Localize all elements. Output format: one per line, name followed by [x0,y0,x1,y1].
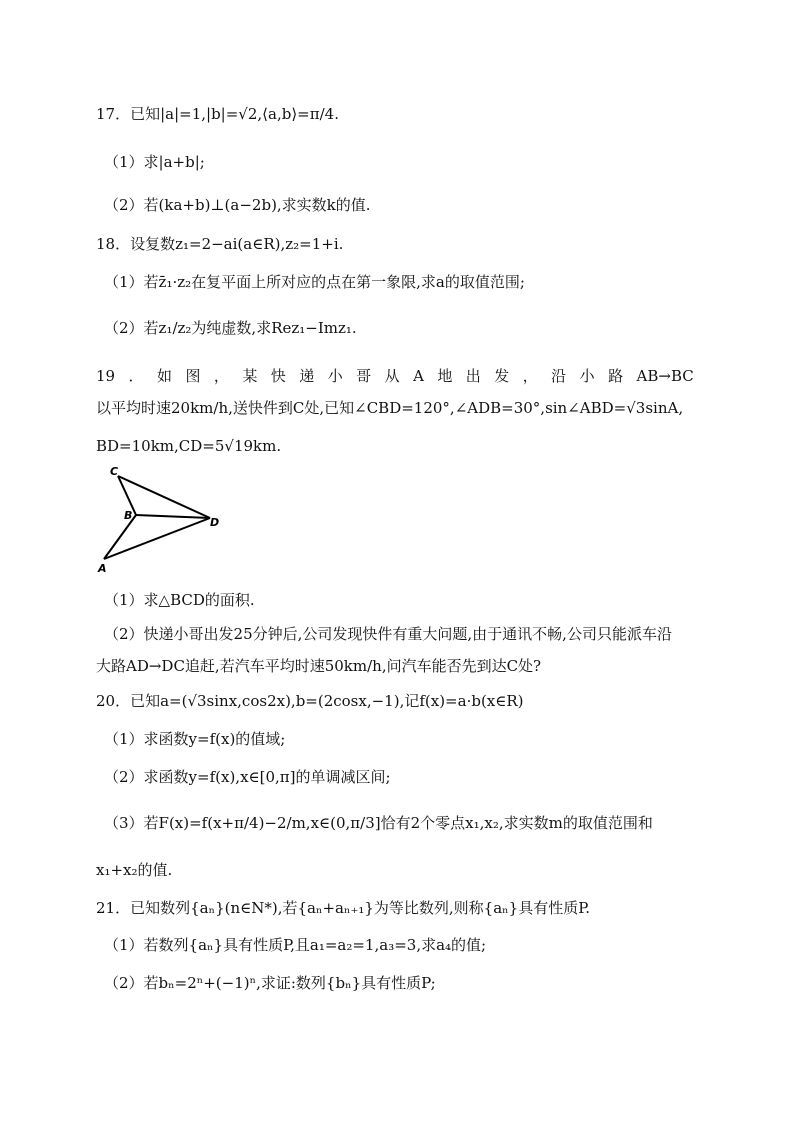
p21-q1: （1）若数列{aₙ}具有性质P,且a₁=a₂=1,a₃=3,求a₄的值; [104,936,487,954]
p19-stem-char: AB→BC [636,367,694,385]
p20-q3-line1: （3）若F(x)=f(x+π/4)−2/m,x∈(0,π/3]恰有2个零点x₁,x₂,求实数m的取值范围和 [104,814,653,832]
p19-stem-char: 地 [437,367,453,385]
p17-stem: 17．已知|a|=1,|b|=√2,⟨a,b⟩=π/4. [96,105,339,123]
p18-q1: （1）若z̄₁·z₂在复平面上所对应的点在第一象限,求a的取值范围; [104,273,525,291]
p20-q2: （2）求函数y=f(x),x∈[0,π]的单调减区间; [104,768,391,786]
p19-stem-line3: BD=10km,CD=5√19km. [96,437,282,455]
p21-stem: 21．已知数列{aₙ}(n∈N*),若{aₙ+aₙ₊₁}为等比数列,则称{aₙ}具有性质P. [96,899,591,917]
vertex-label-c: C [110,465,119,478]
p20-q1: （1）求函数y=f(x)的值域; [104,730,286,748]
p17-q2: （2）若(ka+b)⊥(a−2b),求实数k的值. [104,196,371,214]
p19-stem-char: 19 [96,367,116,385]
segment-bd [136,515,210,518]
p21-q2: （2）若bₙ=2ⁿ+(−1)ⁿ,求证:数列{bₙ}具有性质P; [104,974,436,992]
p19-stem-line2: 以平均时速20km/h,送快件到C处,已知∠CBD=120°,∠ADB=30°,sin∠ABD=√3sinA, [96,399,684,417]
p19-stem-char: 如 [156,367,172,385]
p19-stem-char: ． [128,367,144,385]
vertex-label-a: A [98,562,107,575]
p19-stem-char: 快 [270,367,286,385]
p18-stem: 18．设复数z₁=2−ai(a∈R),z₂=1+i. [96,235,344,253]
p19-stem-char: ， [522,367,538,385]
p19-stem-char: 发 [494,367,510,385]
p19-stem-char: 递 [299,367,315,385]
p19-stem-char: 沿 [551,367,567,385]
p17-q1: （1）求|a+b|; [104,153,205,171]
p19-stem-line1 [96,366,694,386]
p19-q2-line2: 大路AD→DC追赶,若汽车平均时速50km/h,问汽车能否先到达C处? [96,657,542,675]
p19-stem-char: 路 [608,367,624,385]
p19-stem-char: ， [213,367,229,385]
p19-stem-char: 出 [465,367,481,385]
p19-stem-char: 哥 [356,367,372,385]
p19-q2-line1: （2）快递小哥出发25分钟后,公司发现快件有重大问题,由于通讯不畅,公司只能派车沿 [104,625,672,643]
p19-stem-char: A [413,367,424,385]
triangle-figure [96,462,226,578]
p19-stem-char: 图 [185,367,201,385]
p20-q3-line2: x₁+x₂的值. [96,861,173,879]
vertex-label-d: D [210,516,220,529]
p20-stem: 20．已知a=(√3sinx,cos2x),b=(2cosx,−1),记f(x)=a·b(x∈R) [96,692,524,710]
p19-stem-char: 从 [384,367,400,385]
p19-q1: （1）求△BCD的面积. [104,591,255,609]
p19-stem-char: 某 [242,367,258,385]
p18-q2: （2）若z₁/z₂为纯虚数,求Rez₁−Imz₁. [104,319,357,337]
vertex-label-b: B [124,509,133,522]
p19-stem-char: 小 [579,367,595,385]
p19-stem-char: 小 [327,367,343,385]
